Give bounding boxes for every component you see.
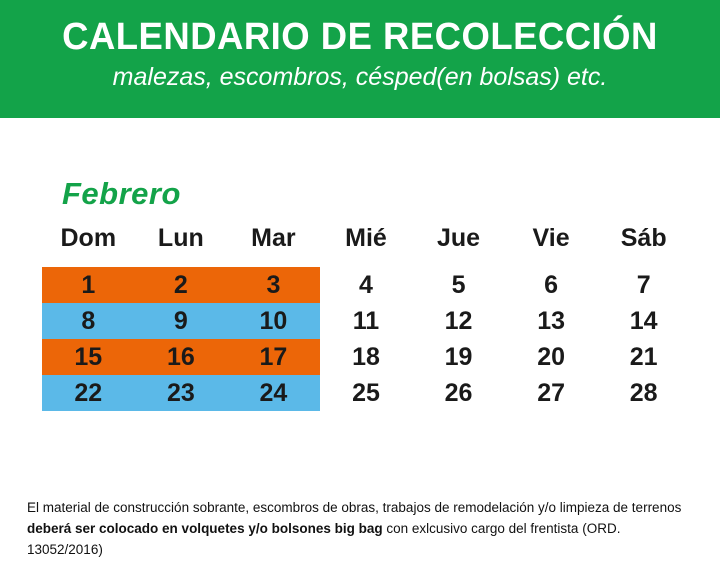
calendar-day-cell: 19: [444, 342, 473, 371]
calendar-day-cell: 24: [227, 375, 320, 411]
calendar-week-row: [42, 339, 690, 375]
calendar-day-cell: 17: [227, 339, 320, 375]
calendar-day-cell: 23: [135, 375, 228, 411]
weekday-header-tue: Mar: [251, 224, 296, 252]
calendar-day-cell: 21: [629, 342, 658, 371]
footer-note-line2-rest: con exlcusivo cargo del frentista (ORD. 13052/2016): [27, 520, 621, 557]
calendar-day-cell: 3: [227, 267, 320, 303]
calendar-section: [0, 224, 720, 411]
calendar-day-cell: 16: [135, 339, 228, 375]
weekday-header-wed: Mié: [345, 224, 387, 252]
weekday-header-thu: Jue: [436, 224, 481, 252]
calendar-day-cell: 13: [537, 306, 565, 335]
footer-note: [27, 498, 693, 561]
page-subtitle: malezas, escombros, césped(en bolsas) etc.: [112, 62, 608, 91]
calendar-day-cell: 18: [352, 342, 380, 371]
calendar-day-cell: 6: [544, 270, 559, 299]
page-title: CALENDARIO DE RECOLECCIÓN: [62, 16, 658, 58]
calendar-day-cell: 15: [42, 339, 135, 375]
calendar-header-row: [42, 224, 690, 267]
calendar-day-cell: 26: [444, 378, 473, 407]
header-banner: [0, 0, 720, 118]
calendar-day-cell: 28: [629, 378, 658, 407]
calendar-week-row: [42, 303, 690, 339]
weekday-header-sat: Sáb: [620, 224, 667, 252]
calendar-day-cell: 27: [537, 378, 565, 407]
weekday-header-mon: Lun: [157, 224, 204, 252]
calendar-day-cell: 11: [352, 306, 380, 335]
weekday-header-fri: Vie: [532, 224, 570, 252]
calendar-day-cell: 9: [135, 303, 228, 339]
footer-note-line1: El material de construcción sobrante, escombros de obras, trabajos de remodelación y/o limpieza de terrenos: [27, 500, 682, 515]
footer-note-line2-bold: deberá ser colocado en volquetes y/o bolsones big bag: [27, 520, 383, 536]
calendar-day-cell: 4: [359, 270, 373, 299]
calendar-day-cell: 14: [629, 306, 658, 335]
weekday-header-sun: Dom: [60, 224, 117, 252]
month-label: Febrero: [62, 176, 181, 211]
calendar-week-row: [42, 375, 690, 411]
calendar-day-cell: 2: [135, 267, 228, 303]
calendar-day-cell: 5: [451, 270, 466, 299]
calendar-day-cell: 25: [352, 378, 380, 407]
calendar-day-cell: 1: [42, 267, 135, 303]
calendar-day-cell: 12: [444, 306, 473, 335]
calendar-day-cell: 22: [42, 375, 135, 411]
calendar-day-cell: 20: [537, 342, 565, 371]
calendar-day-cell: 10: [227, 303, 320, 339]
calendar-day-cell: 7: [636, 270, 651, 299]
calendar-day-cell: 8: [42, 303, 135, 339]
calendar-week-row: [42, 267, 690, 303]
calendar-table: [42, 224, 690, 411]
